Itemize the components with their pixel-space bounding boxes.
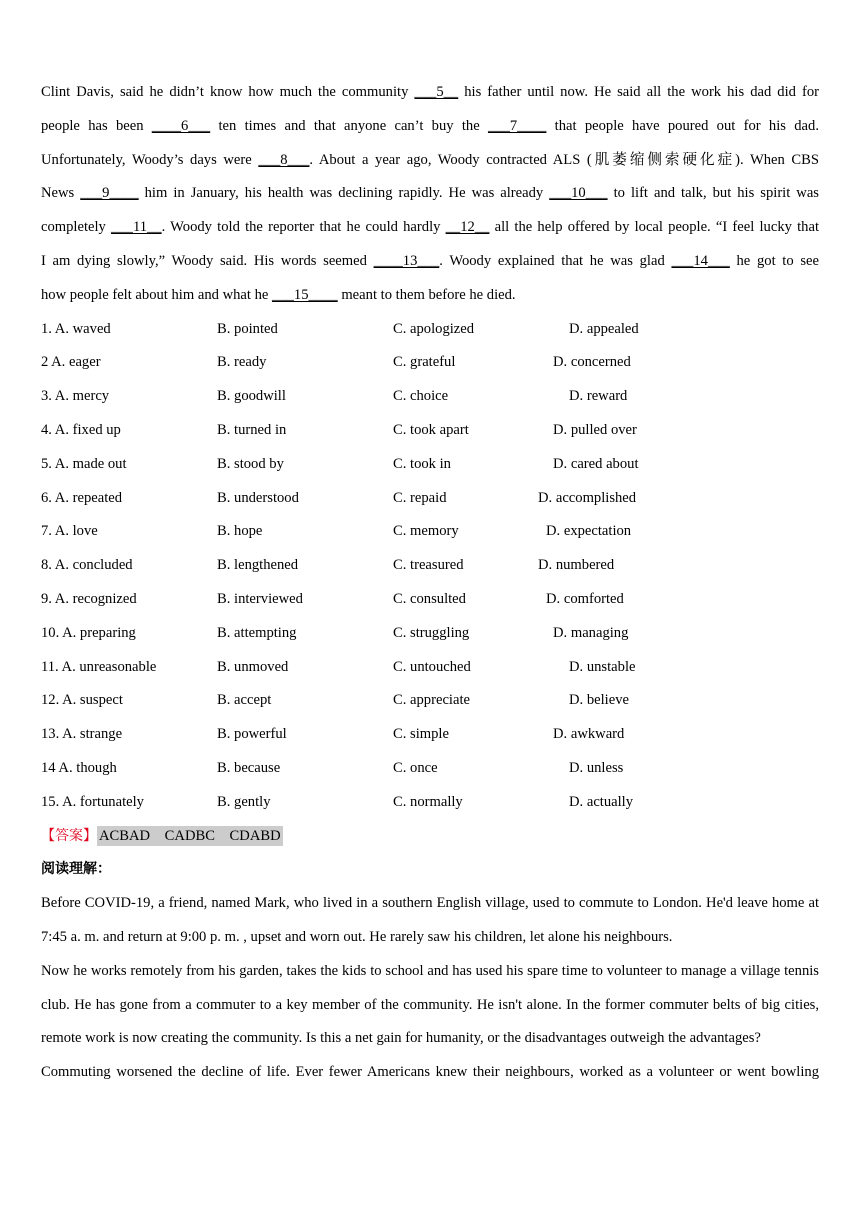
option-b: B. understood <box>217 489 299 506</box>
passage-line <box>41 144 819 178</box>
answer-blank: ___5__ <box>414 84 459 100</box>
option-row <box>41 313 819 347</box>
passage-text: . Woody explained that he was glad <box>439 252 672 269</box>
answer-blank: ___10___ <box>549 185 608 202</box>
option-b: B. interviewed <box>217 590 303 607</box>
option-a: 6. A. repeated <box>41 489 123 506</box>
option-d: D. actually <box>569 793 634 810</box>
answer-blank: ___11__ <box>111 219 162 236</box>
option-d: D. comforted <box>546 590 624 607</box>
passage-text: . About a year ago, Woody contracted ALS (肌萎缩侧索硬化症). When CBS <box>309 151 819 168</box>
option-a: 5. A. made out <box>41 455 127 472</box>
passage-text: that people have poured out for his dad. <box>546 117 819 134</box>
option-b: B. ready <box>217 354 267 371</box>
option-row <box>41 651 819 685</box>
option-d: D. pulled over <box>553 421 637 438</box>
option-c: C. consulted <box>393 590 466 607</box>
option-row <box>41 414 819 448</box>
answer-blank: ____6___ <box>151 117 211 134</box>
option-b: B. turned in <box>217 421 287 438</box>
option-a: 15. A. fortunately <box>41 793 144 810</box>
option-b: B. unmoved <box>217 658 289 675</box>
option-b: B. powerful <box>217 726 287 743</box>
passage-text: . Woody told the reporter that he could hardly <box>161 219 446 236</box>
option-b: B. gently <box>217 793 271 810</box>
option-d: D. awkward <box>553 726 625 743</box>
option-c: C. took apart <box>393 421 469 438</box>
passage-text: his father until now. He said all the work his dad did for <box>458 84 820 100</box>
passage-line <box>41 211 819 245</box>
option-a: 11. A. unreasonable <box>41 658 157 675</box>
option-d: D. numbered <box>538 557 615 574</box>
option-c: C. simple <box>393 726 449 743</box>
option-a: 14 A. though <box>41 759 117 776</box>
option-b: B. accept <box>217 692 272 709</box>
option-row <box>41 380 819 414</box>
option-b: B. pointed <box>217 320 278 337</box>
reading-paragraph: Commuting worsened the decline of life. Ever fewer Americans knew their neighbours, worked as a volunteer or went bowling <box>41 1064 819 1081</box>
option-c: C. apologized <box>393 320 475 337</box>
option-d: D. accomplished <box>538 489 637 506</box>
passage-line <box>41 110 819 144</box>
option-d: D. cared about <box>553 455 639 472</box>
passage-text: I am dying slowly,” Woody said. His words seemed <box>41 252 374 269</box>
passage-text: to lift and talk, but his spirit was <box>607 185 819 202</box>
passage-text: how people felt about him and what he <box>41 286 273 303</box>
option-a: 4. A. fixed up <box>41 421 121 438</box>
option-c: C. once <box>393 759 438 776</box>
option-b: B. because <box>217 759 281 776</box>
passage-text: Clint Davis, said he didn’t know how much the community <box>41 84 415 100</box>
option-row <box>41 448 819 482</box>
option-a: 8. A. concluded <box>41 557 133 574</box>
option-b: B. goodwill <box>217 388 286 405</box>
option-b: B. lengthened <box>217 557 299 574</box>
option-b: B. hope <box>217 523 263 540</box>
reading-heading: 阅读理解： <box>41 861 111 878</box>
option-a: 10. A. preparing <box>41 624 136 641</box>
option-row <box>41 786 819 820</box>
option-row <box>41 482 819 516</box>
option-c: C. repaid <box>393 489 447 506</box>
option-c: C. grateful <box>393 354 456 371</box>
option-c: C. choice <box>393 388 449 405</box>
passage-line <box>41 245 819 279</box>
options-list <box>41 313 819 820</box>
option-a: 7. A. love <box>41 523 98 540</box>
option-row <box>41 583 819 617</box>
option-c: C. struggling <box>393 624 470 641</box>
passage-line <box>41 279 819 313</box>
option-row <box>41 515 819 549</box>
answer-key: ACBAD CADBC CDABD <box>99 827 281 844</box>
option-a: 3. A. mercy <box>41 388 110 405</box>
option-c: C. treasured <box>393 557 464 574</box>
option-a: 9. A. recognized <box>41 590 137 607</box>
option-row <box>41 549 819 583</box>
option-c: C. untouched <box>393 658 471 675</box>
answer-blank: ___15____ <box>272 286 338 303</box>
answer-label: 【答案】 <box>41 827 97 844</box>
option-d: D. concerned <box>553 354 631 371</box>
option-a: 2 A. eager <box>41 354 101 371</box>
option-a: 13. A. strange <box>41 726 123 743</box>
answer-blank: ___9____ <box>80 185 139 202</box>
option-d: D. appealed <box>569 320 639 337</box>
passage-text: people has been <box>41 117 152 134</box>
passage-line <box>41 177 819 211</box>
answer-blank: __12__ <box>445 219 490 236</box>
passage-line <box>41 76 819 110</box>
reading-paragraph: Before COVID-19, a friend, named Mark, who lived in a southern English village, used to commute to London. He'd leave home at 7:45 a. m. and return at 9:00 p. m. , upset and worn out. He rarely saw his children, let alone his neighbours. <box>41 895 819 945</box>
reading-passage <box>41 887 819 1090</box>
option-b: B. attempting <box>217 624 297 641</box>
option-c: C. normally <box>393 793 463 810</box>
reading-paragraph: Now he works remotely from his garden, takes the kids to school and has used his spare time to volunteer to manage a village tennis club. He has gone from a commuter to a key member of the community. He isn't alone. In the former commuter belts of big cities, remote work is now creating the community. Is this a net gain for humanity, or the disadvantages outweigh the advantages? <box>41 962 819 1047</box>
passage-text: meant to them before he died. <box>337 286 516 303</box>
passage-text: him in January, his health was declining rapidly. He was already <box>138 185 550 202</box>
option-b: B. stood by <box>217 455 284 472</box>
passage-text: he got to see <box>729 252 819 269</box>
passage-text: Unfortunately, Woody’s days were <box>41 151 259 168</box>
option-d: D. expectation <box>546 523 632 540</box>
option-a: 12. A. suspect <box>41 692 123 709</box>
option-a: 1. A. waved <box>41 320 111 337</box>
answer-blank: ____13___ <box>373 252 440 269</box>
answer-blank: ___14___ <box>671 252 730 269</box>
answer-blank: ___7____ <box>487 117 547 134</box>
answer-line <box>41 820 819 854</box>
option-d: D. unstable <box>569 658 636 675</box>
option-row <box>41 752 819 786</box>
option-d: D. managing <box>553 624 629 641</box>
option-c: C. appreciate <box>393 692 470 709</box>
option-row <box>41 684 819 718</box>
option-row <box>41 346 819 380</box>
option-d: D. reward <box>569 388 628 405</box>
option-row <box>41 617 819 651</box>
passage-text: completely <box>41 219 112 236</box>
option-d: D. unless <box>569 759 624 776</box>
option-c: C. took in <box>393 455 451 472</box>
option-c: C. memory <box>393 523 459 540</box>
document-page <box>41 76 819 1090</box>
option-d: D. believe <box>569 692 629 709</box>
cloze-passage <box>41 76 819 313</box>
passage-text: ten times and that anyone can’t buy the <box>210 117 488 134</box>
passage-text: all the help offered by local people. “I feel lucky that <box>489 219 819 236</box>
option-row <box>41 718 819 752</box>
answer-blank: ___8___ <box>258 151 310 168</box>
passage-text: News <box>41 185 81 202</box>
